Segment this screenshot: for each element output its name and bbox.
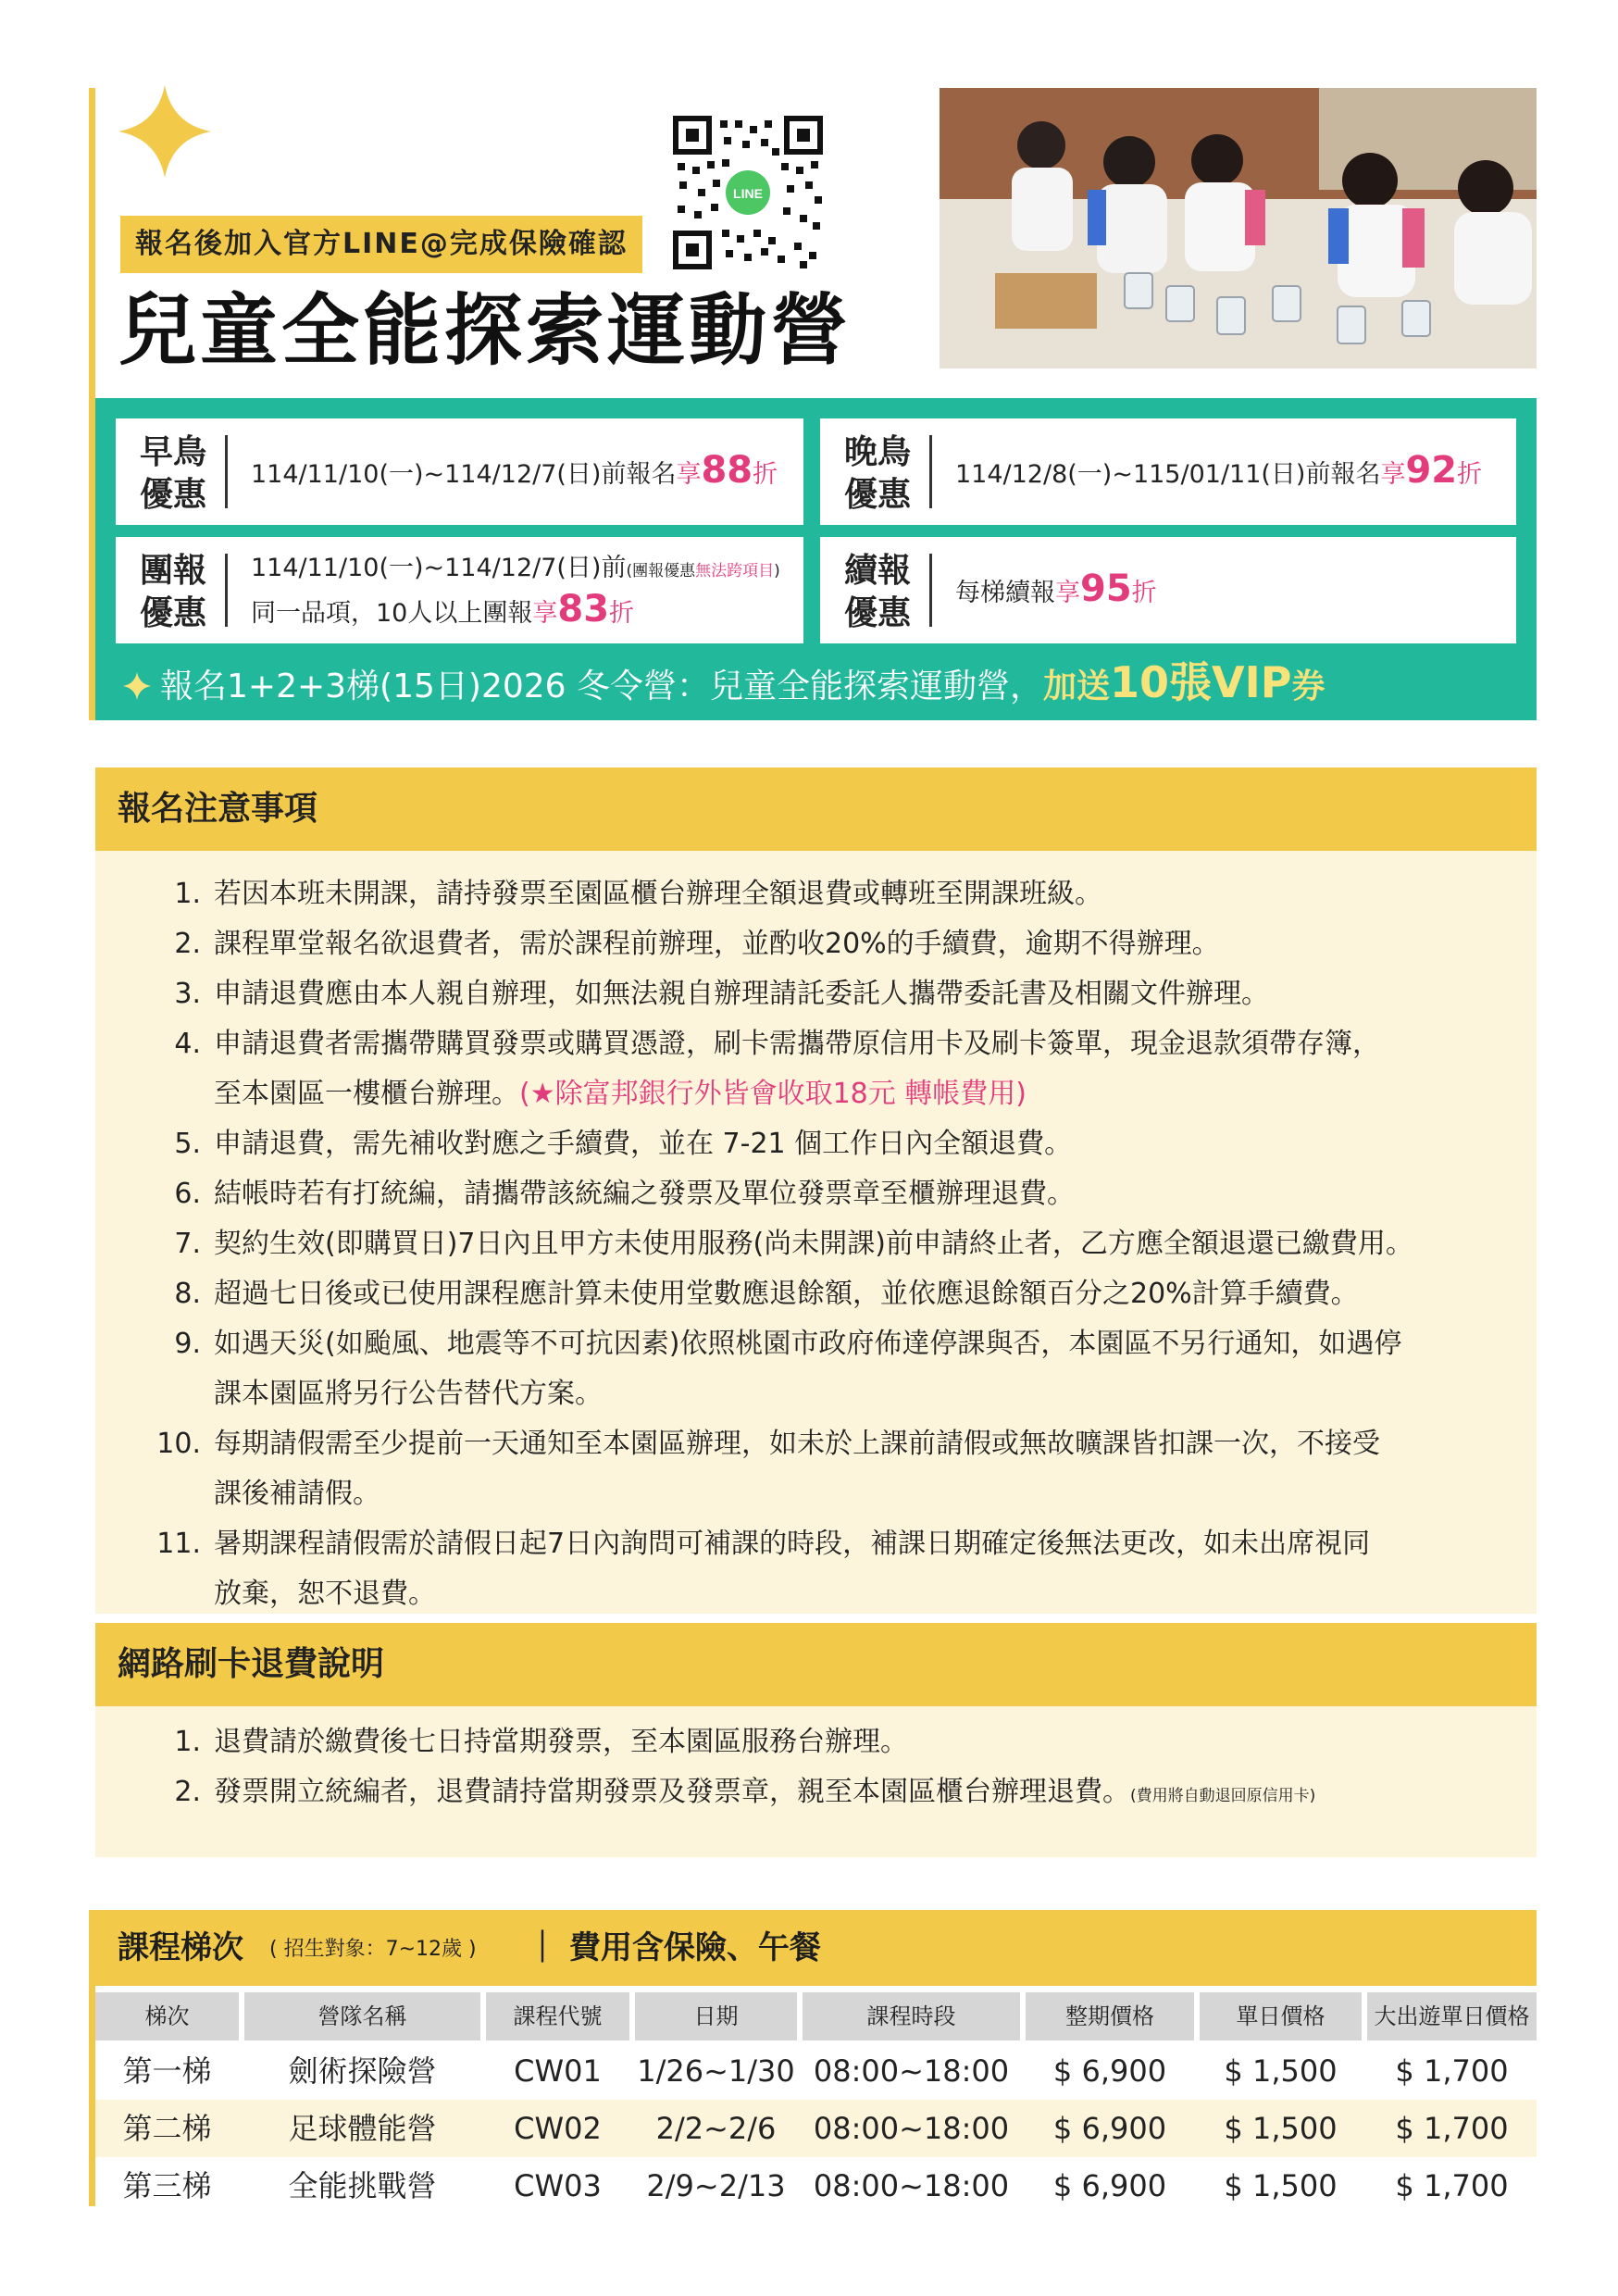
early-bird-card [116, 418, 803, 525]
refund-section-header: 網路刷卡退費說明 [95, 1623, 1537, 1706]
cell-camp-name: 全能挑戰營 [288, 2168, 437, 2203]
col-header-full-price: 整期價格 [1026, 1992, 1194, 2040]
line-instruction-tag: 報名後加入官方LINE@完成保險確認 [120, 216, 642, 273]
late-bird-heading: 晚鳥 優惠 [843, 433, 911, 514]
cell-session: 第三梯 [122, 2168, 212, 2203]
accent-bar-bottom [89, 1910, 95, 2206]
continue-heading: 續報 優惠 [843, 552, 911, 632]
col-header-code: 課程代號 [486, 1992, 629, 2040]
cell-full-price: $ 6,900 [1052, 2111, 1167, 2146]
continue-card [820, 537, 1516, 643]
late-bird-divider [929, 435, 932, 508]
cell-outing-price: $ 1,700 [1395, 2053, 1509, 2089]
group-text-line1: 114/11/10(一)~114/12/7(日)前(團報優惠無法跨項目) [251, 554, 780, 582]
cell-camp-name: 足球體能營 [288, 2111, 437, 2146]
late-bird-card [820, 418, 1516, 525]
cell-code: CW03 [514, 2168, 602, 2203]
cell-time: 08:00~18:00 [813, 2168, 1010, 2203]
col-header-session: 梯次 [95, 1992, 239, 2040]
notes-section-body: 1. 若因本班未開課，請持發票至園區櫃台辦理全額退費或轉班至開課班級。 2. 課程單堂報名欲退費者，需於課程前辦理，並酌收20%的手續費，逾期不得辦理。 3. 申請退費應由本人親自辦理，如無法親自辦理請託委託人攜帶委託書及相關文件辦理。 4. 申請退費者需攜帶購買發票或購買憑證，刷卡需攜帶原信用卡及刷卡簽單，現金退款須帶存簿， 至本園區一樓櫃台辦理。(★除富邦銀行外皆會收取18元 轉帳費用) 5. 申請退費，需先補收對應之手續費，並在 7-21 個工作日內全額退費。 6. 結帳時若有打統編，請攜帶該統編之發票及單位發票章至櫃辦理退費。 7. 契約生效(即購買日)7日內且甲方未使用服務(尚未開課)前申請終止者，乙方應全額退還已繳費用。 8. 超過七日後或已使用課程應計算未使用堂數應退餘額，並依應退餘額百分之20%計算手續費。 9. 如遇天災(如颱風、地震等不可抗因素)依照桃園市政府佈達停課與否，本園區不另行通知，如遇停 課本園區將另行公告替代方案。 10. 每期請假需至少提前一天通知至本園區辦理，如未於上課前請假或無故曠課皆扣課一次，不接受 課後補請假。 11. 暑期課程請假需於請假日起7日內詢問可補課的時段，補課日期確定後無法更改，如未出席視同 放棄，恕不退費。 [95, 851, 1537, 1614]
cell-session: 第一梯 [122, 2053, 212, 2089]
cell-camp-name: 劍術探險營 [288, 2053, 437, 2089]
cell-session: 第二梯 [122, 2111, 212, 2146]
cell-date: 2/2~2/6 [655, 2111, 777, 2146]
cell-full-price: $ 6,900 [1052, 2053, 1167, 2089]
cell-code: CW01 [514, 2053, 602, 2089]
cell-code: CW02 [514, 2111, 602, 2146]
cell-outing-price: $ 1,700 [1395, 2168, 1509, 2203]
col-header-outing-price: 大出遊單日價格 [1367, 1992, 1537, 2040]
camp-photo [940, 88, 1537, 368]
group-card [116, 537, 803, 643]
accent-bar-top [89, 88, 95, 720]
page-title: 兒童全能探索運動營 [118, 285, 853, 376]
cell-day-price: $ 1,500 [1224, 2168, 1338, 2203]
children-photo-illustration [940, 88, 1537, 368]
continue-divider [929, 554, 932, 627]
continue-text: 每梯續報享95折 [955, 568, 1157, 610]
col-header-time: 課程時段 [803, 1992, 1020, 2040]
early-bird-divider [225, 435, 228, 508]
col-header-date: 日期 [635, 1992, 797, 2040]
group-text-line2: 同一品項，10人以上團報享83折 [251, 588, 635, 630]
late-bird-text: 114/12/8(一)~115/01/11(日)前報名享92折 [955, 449, 1483, 492]
group-divider [225, 554, 228, 627]
discount-panel [95, 398, 1537, 720]
bonus-line: 報名1+2+3梯(15日)2026 冬令營：兒童全能探索運動營，加送10張VIP券 [123, 655, 1326, 714]
col-header-camp-name: 營隊名稱 [244, 1992, 480, 2040]
cell-day-price: $ 1,500 [1224, 2053, 1338, 2089]
cell-date: 1/26~1/30 [637, 2053, 795, 2089]
line-badge: LINE [733, 186, 763, 201]
cell-time: 08:00~18:00 [813, 2111, 1010, 2146]
notes-section-header: 報名注意事項 [95, 767, 1537, 851]
cell-date: 2/9~2/13 [646, 2168, 786, 2203]
group-heading: 團報 優惠 [139, 552, 206, 632]
refund-section-body: 1. 退費請於繳費後七日持當期發票，至本園區服務台辦理。 2. 發票開立統編者，退費請持當期發票及發票章，親至本園區櫃台辦理退費。(費用將自動退回原信用卡) [95, 1706, 1537, 1857]
diamond-decoration-icon [118, 85, 211, 178]
early-bird-text: 114/11/10(一)~114/12/7(日)前報名享88折 [251, 449, 778, 492]
cell-full-price: $ 6,900 [1052, 2168, 1167, 2203]
course-section-header: 課程梯次 ( 招生對象：7~12歲 ) ｜ 費用含保險、午餐 [95, 1910, 1537, 1986]
early-bird-heading: 早鳥 優惠 [139, 433, 206, 514]
cell-day-price: $ 1,500 [1224, 2111, 1338, 2146]
line-qr-code[interactable] [670, 113, 826, 272]
cell-outing-price: $ 1,700 [1395, 2111, 1509, 2146]
cell-time: 08:00~18:00 [813, 2053, 1010, 2089]
diamond-bullet-icon [123, 672, 151, 700]
col-header-day-price: 單日價格 [1200, 1992, 1362, 2040]
